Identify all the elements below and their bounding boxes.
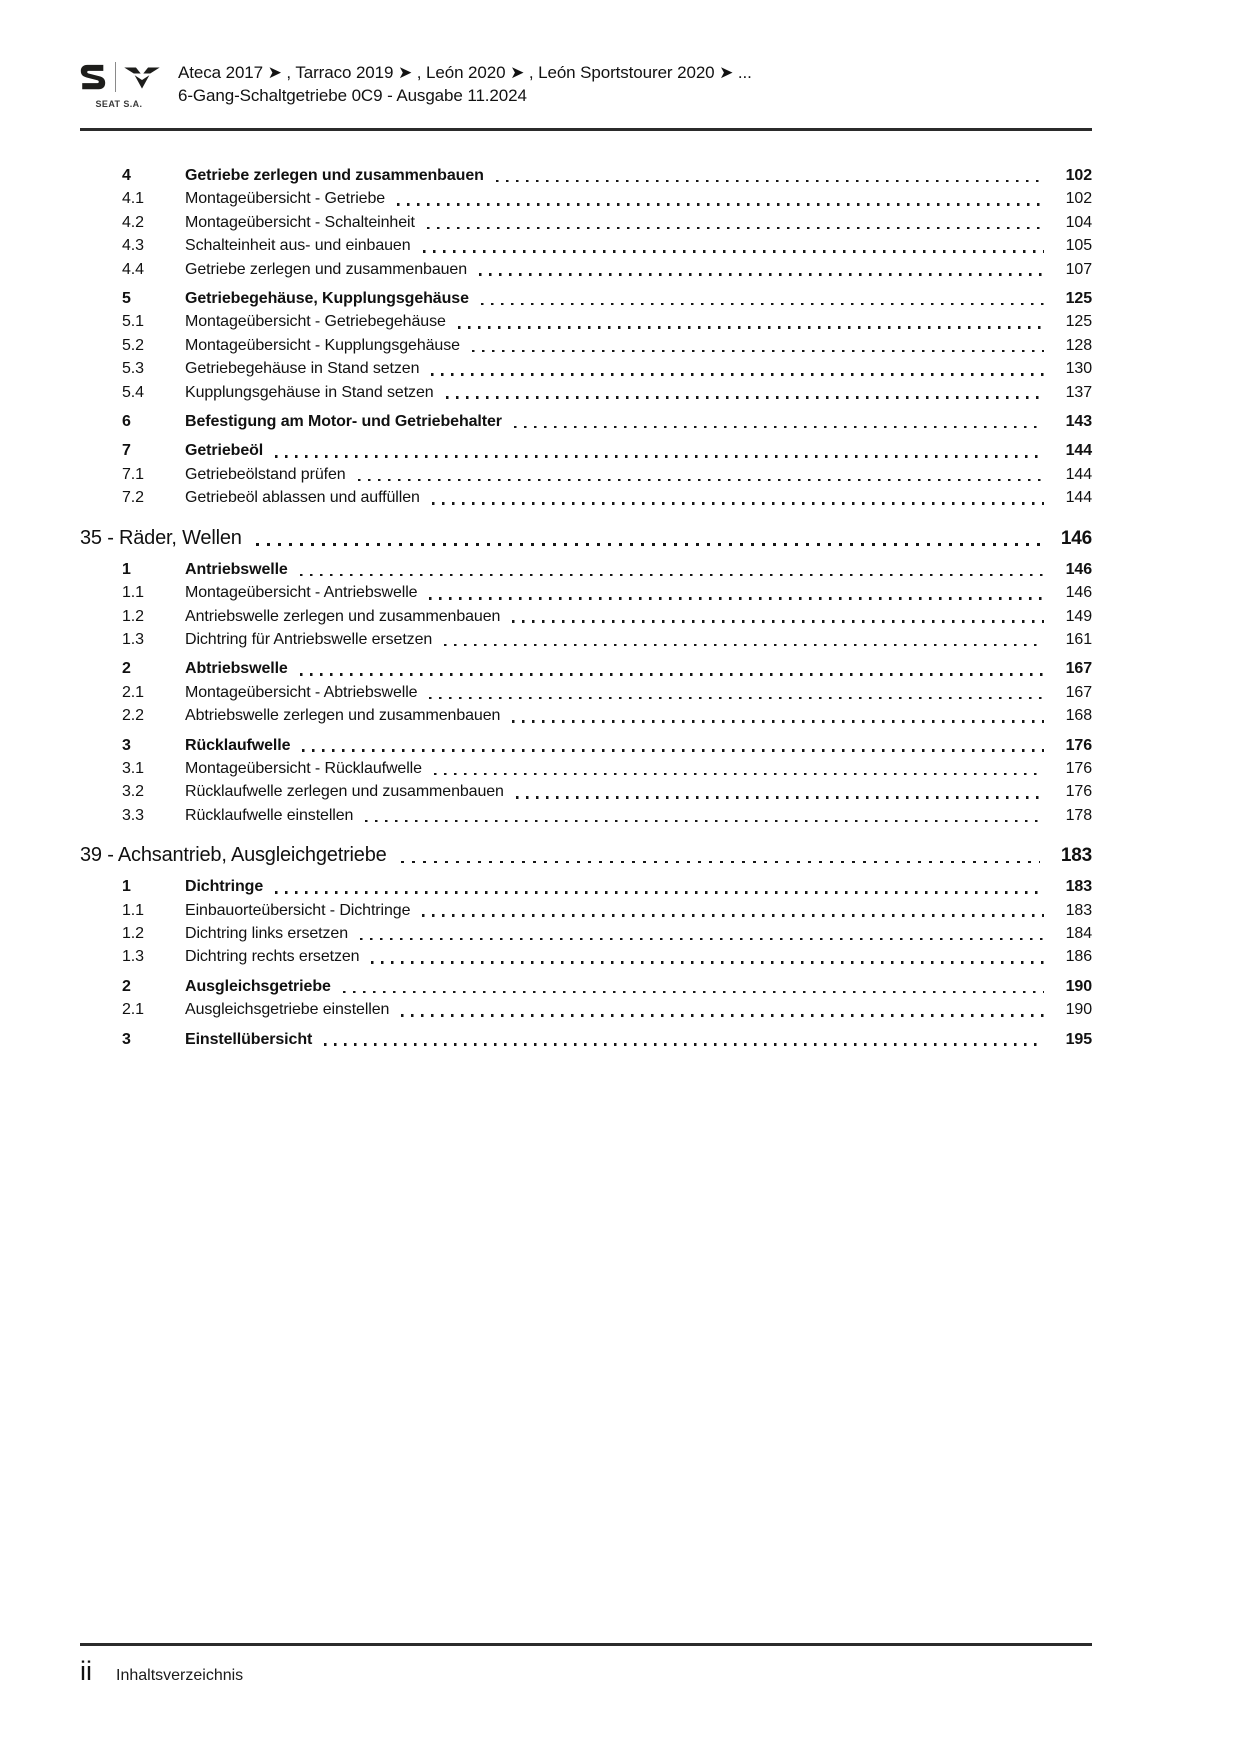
toc-entry-row — [80, 439, 1092, 462]
toc-entry-page: 144 — [1065, 489, 1092, 507]
toc-entry-page: 146 — [1065, 584, 1092, 602]
dot-leader — [434, 773, 1044, 776]
toc-entry-row — [80, 922, 1092, 945]
dot-leader — [401, 1014, 1044, 1017]
toc-entry-row — [80, 410, 1092, 433]
toc-entry-page: 190 — [1065, 977, 1092, 995]
dot-leader — [358, 479, 1044, 482]
toc-entry-page: 144 — [1065, 442, 1092, 460]
toc-entry-title: Dichtring rechts ersetzen — [185, 948, 360, 966]
toc-entry-title: Rücklaufwelle zerlegen und zusammenbauen — [185, 783, 504, 801]
toc-entry-row — [80, 558, 1092, 581]
dot-leader — [300, 574, 1044, 577]
toc-entry-page: 167 — [1065, 683, 1092, 701]
toc-entry-number: 3.2 — [122, 783, 144, 801]
toc-entry-title: Schalteinheit aus- und einbauen — [185, 237, 411, 255]
toc-entry-row — [80, 463, 1092, 486]
toc-entry-title: Montageübersicht - Schalteinheit — [185, 213, 415, 231]
toc-entry-title: Antriebswelle — [185, 560, 288, 578]
toc-entry-page: 125 — [1065, 313, 1092, 331]
toc-entry-title: Einbauorteübersicht - Dichtringe — [185, 901, 411, 919]
toc-entry-title: Ausgleichsgetriebe — [185, 977, 331, 995]
toc-entry-number: 3 — [122, 1030, 131, 1048]
toc-entry-row — [80, 211, 1092, 234]
toc-entry-page: 102 — [1065, 167, 1092, 184]
toc-entry-number: 7.1 — [122, 465, 144, 483]
toc-entry-row — [80, 945, 1092, 968]
toc-entry-row — [80, 581, 1092, 604]
toc-entry-row — [80, 381, 1092, 404]
toc-entry-number: 5.4 — [122, 383, 144, 401]
dot-leader — [360, 938, 1044, 941]
dot-leader — [302, 749, 1044, 752]
footer-rule — [80, 1643, 1092, 1646]
toc-entry-number: 6 — [122, 413, 131, 431]
toc-entry-title: Montageübersicht - Kupplungsgehäuse — [185, 336, 460, 354]
dot-leader — [275, 455, 1044, 458]
toc-entry-row — [80, 234, 1092, 257]
toc-entry-number: 1 — [122, 878, 131, 896]
toc-entry-page: 104 — [1065, 213, 1092, 231]
toc-entry-number: 7 — [122, 442, 131, 460]
brand-block — [80, 58, 158, 109]
dot-leader — [444, 644, 1044, 647]
toc-chapter-page: 146 — [1060, 527, 1092, 549]
toc-entry-page: 184 — [1065, 924, 1092, 942]
dot-leader — [324, 1043, 1044, 1046]
toc-entry-title: Dichtring links ersetzen — [185, 924, 348, 942]
toc-entry-number: 1.3 — [122, 948, 144, 966]
toc-entry-page: 183 — [1065, 901, 1092, 919]
toc-entry-number: 2.1 — [122, 683, 144, 701]
toc-entry-number: 1.2 — [122, 607, 144, 625]
toc-entry-number: 3.1 — [122, 759, 144, 777]
toc-entry-number: 7.2 — [122, 489, 144, 507]
toc-entry-page: 161 — [1065, 630, 1092, 648]
toc-entry-row — [80, 605, 1092, 628]
toc-entry-row — [80, 757, 1092, 780]
toc-entry-number: 3 — [122, 736, 131, 754]
dot-leader — [496, 180, 1044, 183]
table-of-contents — [80, 158, 1092, 1051]
footer-page-number: ii — [80, 1656, 92, 1686]
toc-entry-page: 107 — [1065, 260, 1092, 278]
toc-entry-title: Getriebeöl — [185, 442, 264, 460]
toc-entry-page: 190 — [1065, 1001, 1092, 1019]
toc-entry-title: Getriebe zerlegen und zusammenbauen — [185, 167, 484, 184]
dot-leader — [431, 373, 1044, 376]
toc-entry-title: Getriebegehäuse in Stand setzen — [185, 360, 420, 378]
toc-entry-row — [80, 899, 1092, 922]
brand-label: SEAT S.A. — [95, 99, 143, 109]
toc-entry-number: 2.2 — [122, 707, 144, 725]
toc-entry-title: Getriebegehäuse, Kupplungsgehäuse — [185, 290, 469, 308]
toc-entry-title: Montageübersicht - Antriebswelle — [185, 584, 418, 602]
toc-entry-page: 167 — [1065, 660, 1092, 678]
page-header — [80, 58, 1092, 109]
toc-entry-title: Montageübersicht - Rücklaufwelle — [185, 759, 422, 777]
toc-entry-title: Montageübersicht - Getriebe — [185, 190, 386, 208]
toc-entry-title: Abtriebswelle zerlegen und zusammenbauen — [185, 707, 501, 725]
toc-entry-number: 4.1 — [122, 190, 144, 208]
toc-entry-page: 186 — [1065, 948, 1092, 966]
toc-entry-page: 137 — [1065, 383, 1092, 401]
toc-entry-page: 128 — [1065, 336, 1092, 354]
toc-entry-row — [80, 310, 1092, 333]
toc-entry-page: 125 — [1065, 290, 1092, 308]
toc-entry-page: 144 — [1065, 465, 1092, 483]
toc-entry-page: 178 — [1065, 806, 1092, 824]
toc-entry-number: 4.3 — [122, 237, 144, 255]
toc-entry-title: Antriebswelle zerlegen und zusammenbauen — [185, 607, 501, 625]
toc-entry-number: 4 — [122, 167, 131, 184]
toc-chapter-row — [80, 842, 1092, 869]
toc-entry-title: Dichtring für Antriebswelle ersetzen — [185, 630, 433, 648]
toc-entry-title: Befestigung am Motor- und Getriebehalter — [185, 413, 502, 431]
toc-entry-title: Rücklaufwelle einstellen — [185, 806, 354, 824]
toc-entry-title: Getriebe zerlegen und zusammenbauen — [185, 260, 468, 278]
toc-entry-page: 130 — [1065, 360, 1092, 378]
dot-leader — [446, 396, 1044, 399]
toc-entry-page: 146 — [1065, 560, 1092, 578]
toc-entry-row — [80, 164, 1092, 187]
toc-entry-row — [80, 628, 1092, 651]
dot-leader — [256, 543, 1040, 546]
toc-entry-title: Getriebeöl ablassen und auffüllen — [185, 489, 420, 507]
toc-entry-row — [80, 734, 1092, 757]
dot-leader — [422, 914, 1044, 917]
toc-entry-number: 5 — [122, 290, 131, 308]
seat-logo-icon — [78, 62, 108, 92]
dot-leader — [472, 350, 1044, 353]
toc-entry-row — [80, 287, 1092, 310]
cupra-logo-icon — [123, 63, 161, 91]
toc-entry-page: 195 — [1065, 1030, 1092, 1048]
toc-entry-row — [80, 804, 1092, 827]
toc-entry-row — [80, 334, 1092, 357]
dot-leader — [429, 697, 1044, 700]
toc-entry-number: 2 — [122, 660, 131, 678]
brand-logos — [78, 58, 161, 96]
toc-entry-row — [80, 780, 1092, 803]
dot-leader — [516, 796, 1044, 799]
header-subtitle: 6-Gang-Schaltgetriebe 0C9 - Ausgabe 11.2024 — [178, 86, 527, 105]
dot-leader — [429, 597, 1044, 600]
toc-entry-number: 1.2 — [122, 924, 144, 942]
toc-entry-title: Einstellübersicht — [185, 1030, 313, 1048]
header-rule — [80, 128, 1092, 131]
dot-leader — [514, 426, 1044, 429]
toc-chapter-page: 183 — [1060, 845, 1092, 867]
header-models-line: Ateca 2017 ➤ , Tarraco 2019 ➤ , León 2020 ➤ , León Sportstourer 2020 ➤ ... — [178, 63, 752, 82]
dot-leader — [427, 227, 1044, 230]
dot-leader — [371, 961, 1044, 964]
toc-entry-page: 176 — [1065, 736, 1092, 754]
toc-entry-number: 2 — [122, 977, 131, 995]
toc-entry-number: 4.4 — [122, 260, 144, 278]
toc-entry-row — [80, 258, 1092, 281]
toc-entry-number: 1.1 — [122, 901, 144, 919]
toc-entry-page: 168 — [1065, 707, 1092, 725]
toc-entry-row — [80, 486, 1092, 509]
toc-entry-title: Dichtringe — [185, 878, 264, 896]
dot-leader — [343, 991, 1044, 994]
toc-entry-row — [80, 875, 1092, 898]
dot-leader — [432, 502, 1044, 505]
toc-entry-page: 176 — [1065, 783, 1092, 801]
toc-entry-page: 143 — [1065, 413, 1092, 431]
dot-leader — [401, 861, 1040, 864]
toc-entry-row — [80, 187, 1092, 210]
toc-entry-number: 1 — [122, 560, 131, 578]
toc-entry-number: 5.1 — [122, 313, 144, 331]
toc-entry-title: Montageübersicht - Getriebegehäuse — [185, 313, 446, 331]
toc-entry-number: 5.3 — [122, 360, 144, 378]
toc-entry-row — [80, 998, 1092, 1021]
toc-entry-page: 102 — [1065, 190, 1092, 208]
footer-section-label: Inhaltsverzeichnis — [116, 1667, 244, 1684]
toc-entry-row — [80, 704, 1092, 727]
toc-entry-row — [80, 1028, 1092, 1051]
toc-entry-number: 3.3 — [122, 806, 144, 824]
toc-entry-number: 5.2 — [122, 336, 144, 354]
dot-leader — [275, 891, 1044, 894]
toc-entry-title: Abtriebswelle — [185, 660, 288, 678]
toc-chapter-title: 39 - Achsantrieb, Ausgleichgetriebe — [80, 844, 387, 867]
toc-entry-row — [80, 657, 1092, 680]
toc-entry-title: Kupplungsgehäuse in Stand setzen — [185, 383, 434, 401]
toc-entry-title: Getriebeölstand prüfen — [185, 465, 346, 483]
dot-leader — [458, 326, 1044, 329]
dot-leader — [512, 620, 1044, 623]
toc-entry-page: 183 — [1065, 878, 1092, 896]
toc-chapter-row — [80, 525, 1092, 552]
toc-entry-page: 149 — [1065, 607, 1092, 625]
dot-leader — [479, 273, 1044, 276]
dot-leader — [365, 820, 1044, 823]
dot-leader — [423, 250, 1044, 253]
toc-entry-title: Rücklaufwelle — [185, 736, 291, 754]
toc-entry-title: Ausgleichsgetriebe einstellen — [185, 1001, 390, 1019]
logo-divider — [115, 62, 116, 92]
toc-entry-row — [80, 357, 1092, 380]
toc-entry-title: Montageübersicht - Abtriebswelle — [185, 683, 418, 701]
dot-leader — [397, 203, 1044, 206]
toc-chapter-title: 35 - Räder, Wellen — [80, 526, 242, 549]
page-footer — [80, 1655, 1092, 1687]
toc-entry-number: 1.1 — [122, 584, 144, 602]
toc-entry-row — [80, 681, 1092, 704]
toc-entry-page: 176 — [1065, 759, 1092, 777]
dot-leader — [512, 720, 1044, 723]
toc-entry-row — [80, 975, 1092, 998]
toc-entry-number: 1.3 — [122, 630, 144, 648]
toc-entry-page: 105 — [1065, 237, 1092, 255]
toc-entry-number: 4.2 — [122, 213, 144, 231]
dot-leader — [300, 673, 1044, 676]
dot-leader — [481, 303, 1044, 306]
toc-entry-number: 2.1 — [122, 1001, 144, 1019]
header-text — [178, 58, 752, 107]
